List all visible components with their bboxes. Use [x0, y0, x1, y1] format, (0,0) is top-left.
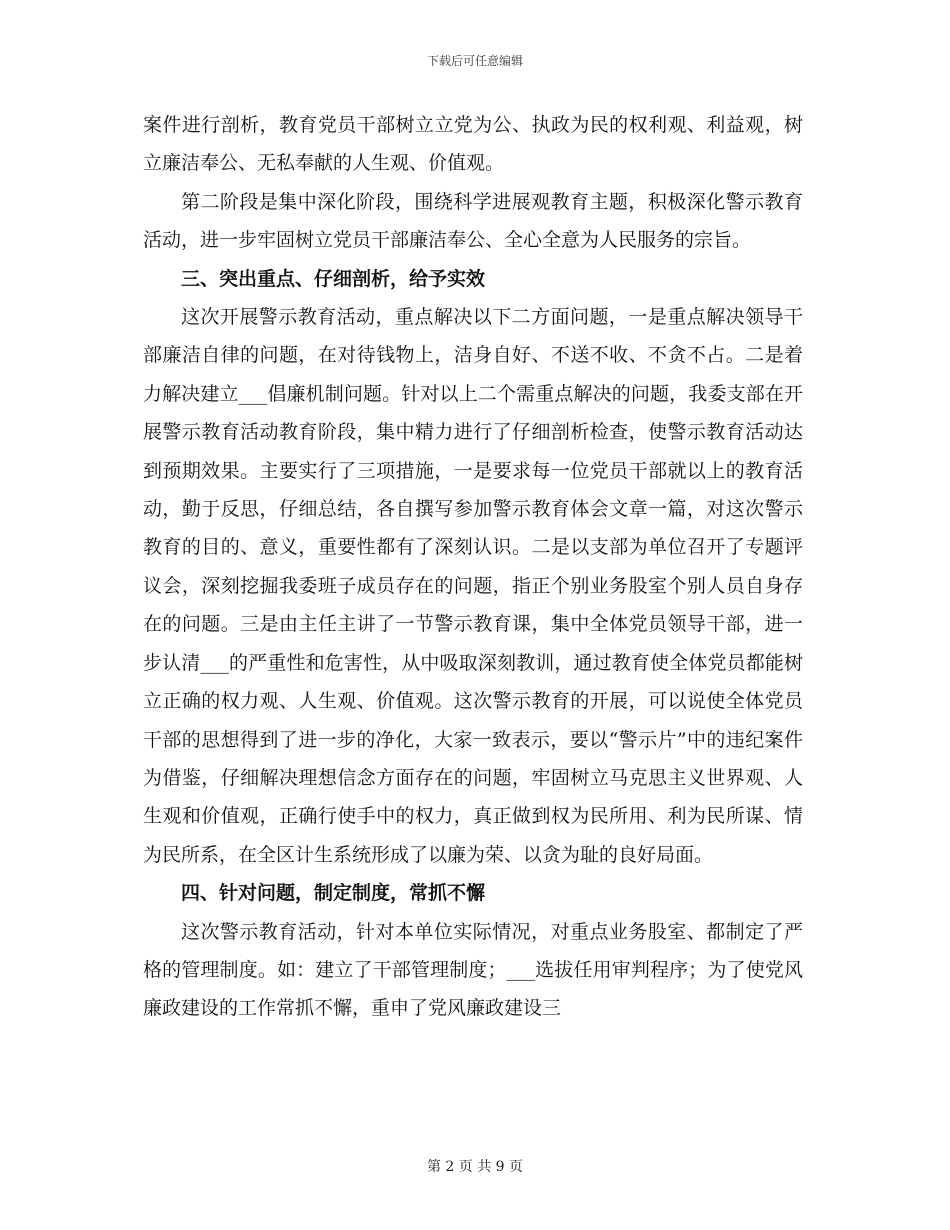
page-footer: 第 2 页 共 9 页: [426, 1159, 524, 1175]
paragraph-1: 案件进行剖析，教育党员干部树立立党为公、执政为民的权利观、利益观，树立廉洁奉公、无私奉献的人生观、价值观。: [143, 114, 803, 175]
paragraph-2: 第二阶段是集中深化阶段，围绕科学进展观教育主题，积极深化警示教育活动，进一步牢固树立党员干部廉洁奉公、全心全意为人民服务的宗旨。: [143, 190, 803, 252]
section-heading-3: 三、突出重点、仔细剖析，给予实效: [181, 267, 486, 290]
document-body: [143, 106, 803, 1028]
paragraph-3: 这次开展警示教育活动，重点解决以下二方面问题，一是重点解决领导干部廉洁自律的问题，在对待钱物上，洁身自好、不送不收、不贪不占。二是着力解决建立___倡廉机制问题。针对以上二个需重点解决的问题，我委支部在开展警示教育活动教育阶段，集中精力进行了仔细剖析检查，使警示教育活动达到预期效果。主要实行了三项措施，一是要求每一位党员干部就以上的教育活动，勤于反思，仔细总结，各自撰写参加警示教育体会文章一篇，对这次警示教育的目的、意义，重要性都有了深刻认识。二是以支部为单位召开了专题评议会，深刻挖掘我委班子成员存在的问题，指正个别业务股室个别人员自身存在的问题。三是由主任主讲了一节警示教育课，集中全体党员领导干部，进一步认清___的严重性和危害性，从中吸取深刻教训，通过教育使全体党员都能树立正确的权力观、人生观、价值观。这次警示教育的开展，可以说使全体党员干部的思想得到了进一步的净化，大家一致表示，要以“警示片”中的违纪案件为借鉴，仔细解决理想信念方面存在的问题，牢固树立马克思主义世界观、人生观和价值观，正确行使手中的权力，真正做到权为民所用、利为民所谋、情为民所系，在全区计生系统形成了以廉为荣、以贪为耻的良好局面。: [143, 306, 803, 866]
paragraph-4: 这次警示教育活动，针对本单位实际情况，对重点业务股室、都制定了严格的管理制度。如：建立了干部管理制度；___选拔任用审判程序；为了使党风廉政建设的工作常抓不懈，重申了党风廉政建设三: [143, 920, 803, 1020]
page-header: 下载后可任意编辑: [426, 54, 523, 68]
section-heading-4: 四、针对问题，制定制度，常抓不懈: [181, 882, 486, 905]
